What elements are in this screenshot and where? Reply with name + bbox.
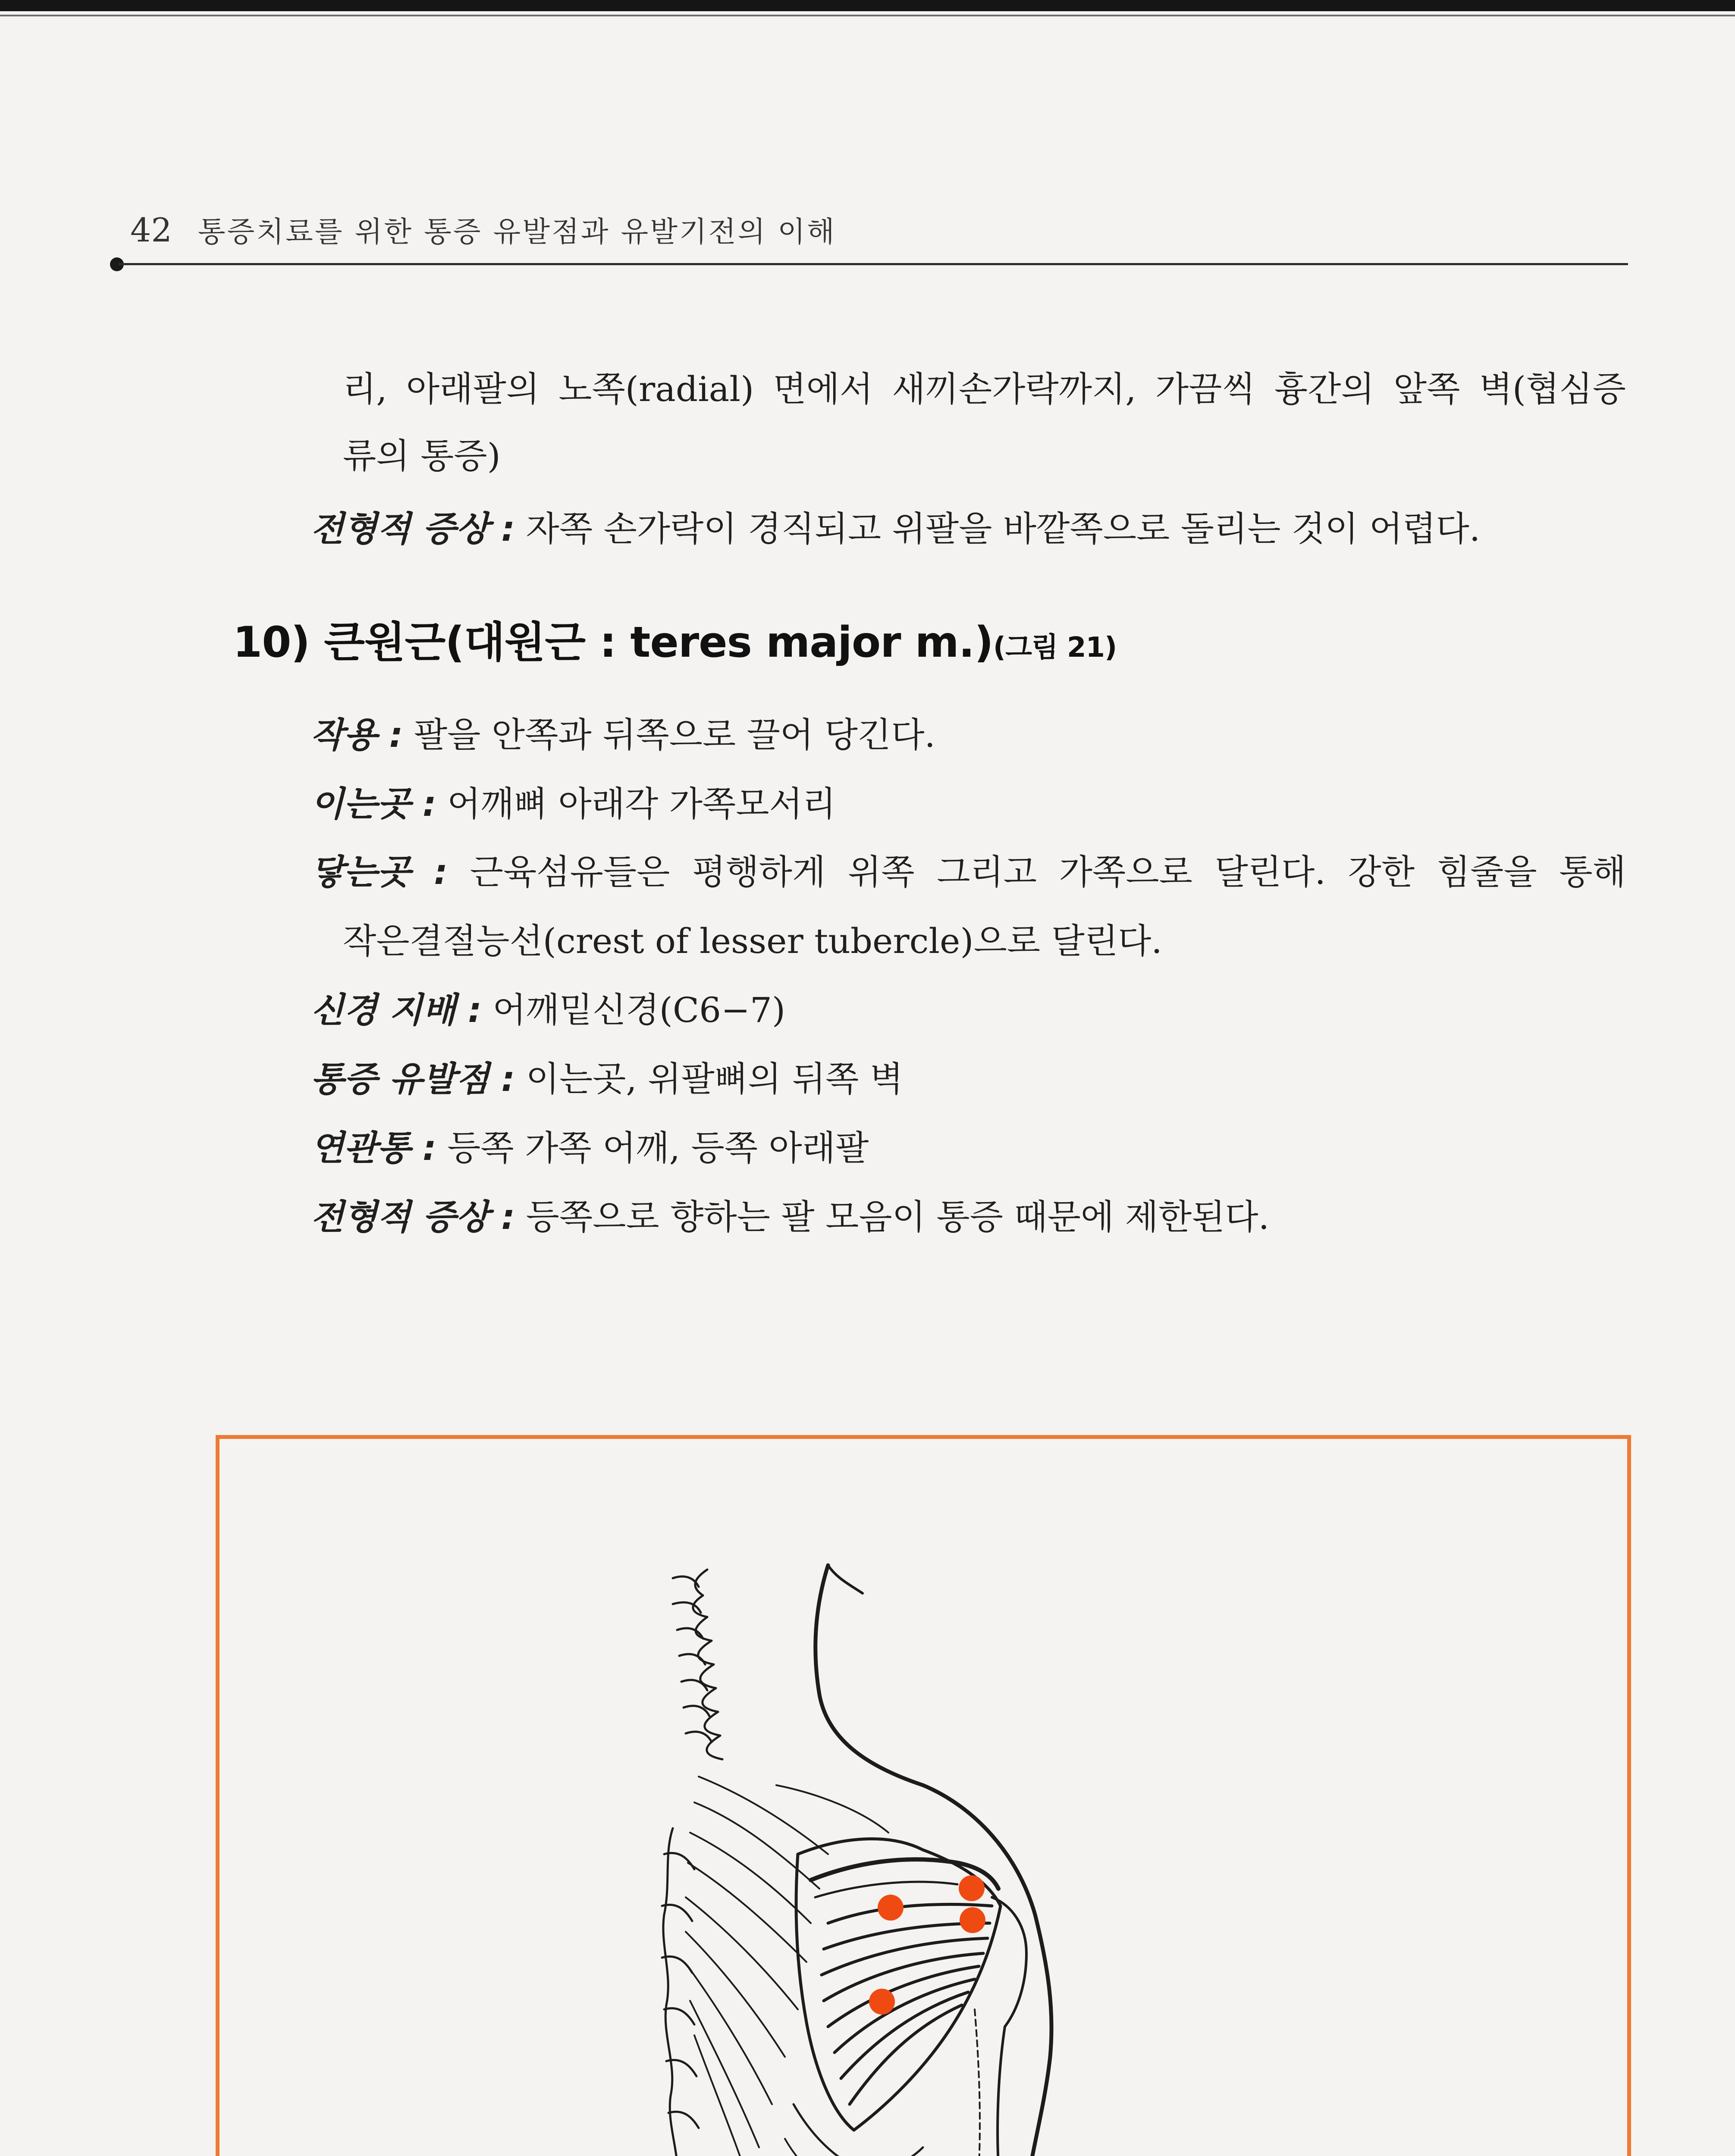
entry-label: 통증 유발점 : (311, 1059, 515, 1099)
entry-origin (311, 780, 836, 828)
entry-label: 신경 지배 : (311, 990, 482, 1030)
section-title: 10) 큰원근(대원근 : teres major m.) (233, 618, 993, 667)
entry-typical-symptom (311, 1194, 1269, 1241)
entry-innervation (311, 987, 785, 1034)
entry-label: 연관통 : (311, 1128, 436, 1168)
entry-text: 등쪽으로 향하는 팔 모음이 통증 때문에 제한된다. (515, 1197, 1270, 1237)
entry-referred-pain (311, 1125, 869, 1172)
page-number: 42 (130, 211, 172, 249)
continuation-line-2: 류의 통증) (343, 436, 501, 476)
entry-insertion (311, 849, 1626, 896)
trigger-point (959, 1875, 985, 1901)
page-top-edge-line (0, 15, 1735, 16)
page-top-edge (0, 0, 1735, 11)
neck-front-line (828, 1565, 863, 1593)
entry-label: 이는곳 : (311, 784, 436, 824)
trigger-point (878, 1895, 904, 1921)
header-rule (119, 263, 1628, 265)
entry-action (311, 711, 935, 759)
entry-text: 등쪽 가쪽 어깨, 등쪽 아래팔 (436, 1128, 869, 1168)
entry-text: 자쪽 손가락이 경직되고 위팔을 바깥쪽으로 돌리는 것이 어렵다. (515, 509, 1481, 549)
humerus-outline (992, 1897, 1026, 2156)
rib-outline (794, 2104, 923, 2156)
entry-text: 근육섬유들은 평행하게 위쪽 그리고 가쪽으로 달린다. 강한 힘줄을 통해 (447, 852, 1626, 892)
entry-label: 전형적 증상 : (311, 1197, 515, 1237)
infraspinatus-illustration (647, 1552, 1229, 2156)
entry-text: 어깨밑신경(C6−7) (481, 990, 786, 1030)
section-heading (233, 614, 1117, 676)
entry-label: 전형적 증상 : (311, 509, 515, 549)
entry-insertion-continued: 작은결절능선(crest of lesser tubercle)으로 달린다. (343, 921, 1162, 961)
trapezius-fibers (686, 1777, 888, 2156)
section-figure-ref: (그림 21) (993, 632, 1117, 664)
previous-symptom-entry (311, 505, 1480, 553)
entry-trigger-points (311, 1056, 903, 1103)
entry-text: 팔을 안쪽과 뒤쪽으로 끌어 당긴다. (403, 715, 935, 755)
trigger-point (869, 1989, 895, 2015)
entry-text: 이는곳, 위팔뼈의 뒤쪽 벽 (515, 1059, 904, 1099)
trigger-point (960, 1907, 985, 1933)
running-title: 통증치료를 위한 통증 유발점과 유발기전의 이해 (198, 215, 836, 248)
entry-label: 작용 : (311, 715, 403, 755)
continuation-line-1: 리, 아래팔의 노쪽(radial) 면에서 새끼손가락까지, 가끔씩 흉간의 앞쪽 벽(협심증 (343, 369, 1626, 409)
running-header (130, 209, 836, 256)
entry-label: 닿는곳 : (311, 852, 448, 892)
entry-text: 어깨뼈 아래각 가쪽모서리 (436, 784, 836, 824)
vertebral-column (662, 1570, 722, 2156)
